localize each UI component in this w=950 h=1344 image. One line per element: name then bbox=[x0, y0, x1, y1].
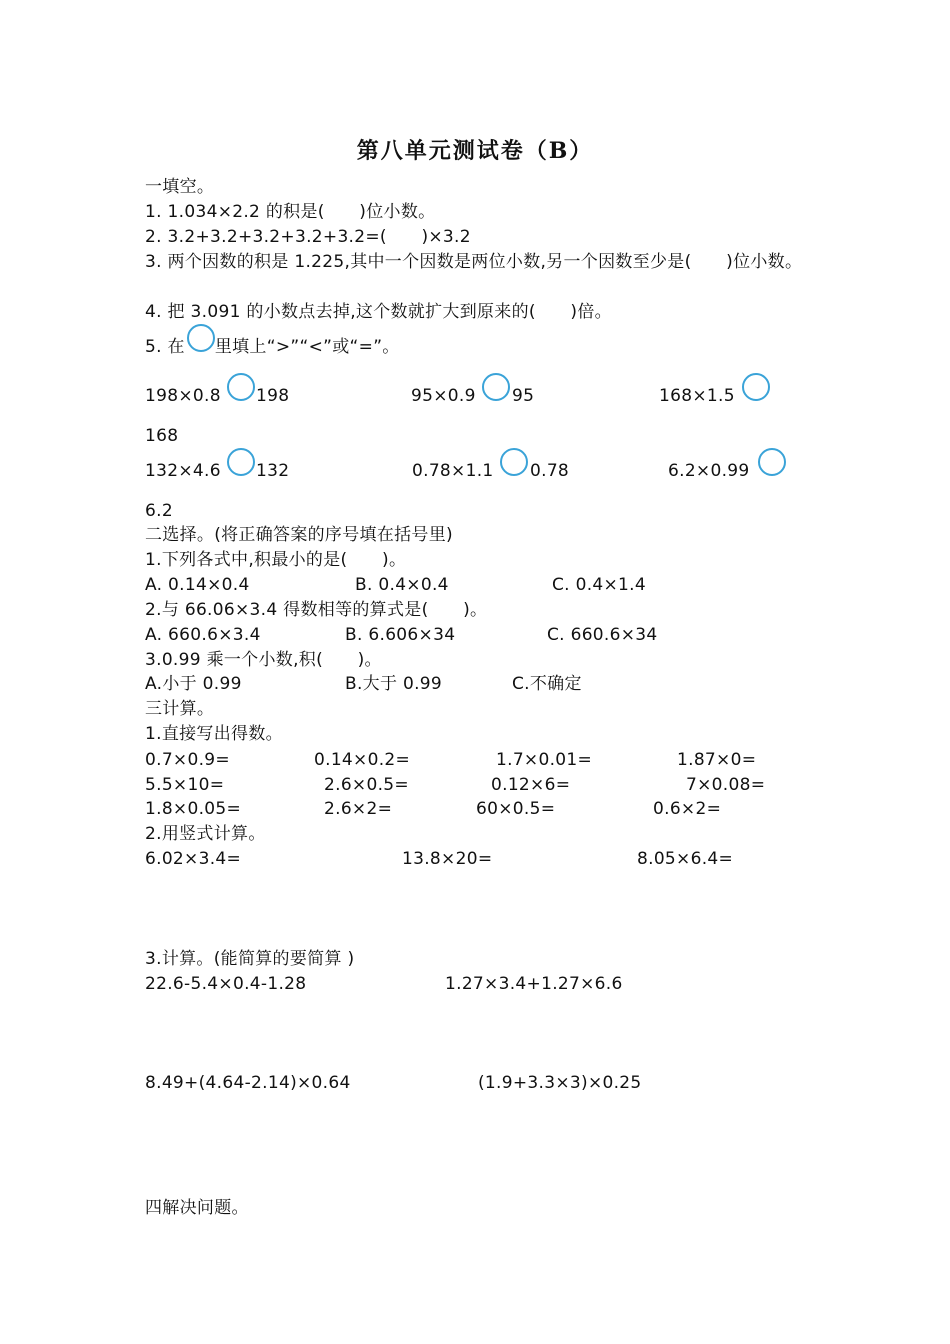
vertical-item: 8.05×6.4= bbox=[637, 849, 734, 869]
compare-circle[interactable] bbox=[742, 373, 770, 401]
compare-circle[interactable] bbox=[227, 448, 255, 476]
choice-option: C. 660.6×34 bbox=[547, 625, 658, 645]
compare-left: 95×0.9 bbox=[411, 386, 476, 406]
choice-option: B.大于 0.99 bbox=[345, 674, 443, 694]
calc-title: 3.计算。(能简算的要简算 ) bbox=[145, 949, 355, 969]
choice-question-2: 2.与 66.06×3.4 得数相等的算式是( )。 bbox=[145, 600, 488, 620]
oral-item: 0.6×2= bbox=[653, 799, 722, 819]
section-3-header: 三计算。 bbox=[145, 699, 215, 719]
choice-option: C. 0.4×1.4 bbox=[552, 575, 646, 595]
compare-left: 0.78×1.1 bbox=[412, 461, 494, 481]
compare-circle[interactable] bbox=[482, 373, 510, 401]
choice-question-3: 3.0.99 乘一个小数,积( )。 bbox=[145, 650, 382, 670]
blank-circle[interactable] bbox=[187, 324, 215, 352]
fill-question-5 bbox=[145, 336, 400, 358]
q5-suffix: 里填上“>”“<”或“=”。 bbox=[214, 337, 400, 357]
compare-circle[interactable] bbox=[500, 448, 528, 476]
choice-option: C.不确定 bbox=[512, 674, 582, 694]
choice-option: B. 0.4×0.4 bbox=[355, 575, 449, 595]
compare-circle[interactable] bbox=[227, 373, 255, 401]
page-title: 第八单元测试卷（B） bbox=[356, 138, 594, 164]
choice-option: B. 6.606×34 bbox=[345, 625, 456, 645]
q5-prefix: 5. 在 bbox=[145, 337, 185, 357]
compare-right: 0.78 bbox=[530, 461, 570, 481]
vertical-item: 13.8×20= bbox=[402, 849, 493, 869]
compare-left: 168×1.5 bbox=[659, 386, 735, 406]
fill-question-4: 4. 把 3.091 的小数点去掉,这个数就扩大到原来的( )倍。 bbox=[145, 302, 612, 322]
calc-item: 8.49+(4.64-2.14)×0.64 bbox=[145, 1073, 351, 1093]
oral-item: 0.14×0.2= bbox=[314, 750, 411, 770]
oral-item: 7×0.08= bbox=[686, 775, 766, 795]
compare-right: 95 bbox=[512, 386, 535, 406]
fill-question-3: 3. 两个因数的积是 1.225,其中一个因数是两位小数,另一个因数至少是( )位小数。 bbox=[145, 252, 803, 272]
choice-option: A.小于 0.99 bbox=[145, 674, 242, 694]
choice-question-1: 1.下列各式中,积最小的是( )。 bbox=[145, 550, 407, 570]
oral-item: 5.5×10= bbox=[145, 775, 225, 795]
compare-left: 132×4.6 bbox=[145, 461, 221, 481]
oral-item: 1.87×0= bbox=[677, 750, 757, 770]
vertical-calc-title: 2.用竖式计算。 bbox=[145, 824, 266, 844]
oral-item: 1.7×0.01= bbox=[496, 750, 593, 770]
choice-option: A. 0.14×0.4 bbox=[145, 575, 250, 595]
compare-circle[interactable] bbox=[758, 448, 786, 476]
section-2-header: 二选择。(将正确答案的序号填在括号里) bbox=[145, 525, 453, 545]
oral-calc-title: 1.直接写出得数。 bbox=[145, 724, 283, 744]
compare-left: 198×0.8 bbox=[145, 386, 221, 406]
section-1-header: 一填空。 bbox=[145, 177, 215, 197]
vertical-item: 6.02×3.4= bbox=[145, 849, 242, 869]
calc-item: 1.27×3.4+1.27×6.6 bbox=[445, 974, 623, 994]
fill-question-1: 1. 1.034×2.2 的积是( )位小数。 bbox=[145, 202, 436, 222]
oral-item: 2.6×2= bbox=[324, 799, 393, 819]
calc-item: (1.9+3.3×3)×0.25 bbox=[478, 1073, 642, 1093]
compare-right: 168 bbox=[145, 426, 179, 446]
oral-item: 1.8×0.05= bbox=[145, 799, 242, 819]
compare-right: 132 bbox=[256, 461, 290, 481]
oral-item: 0.12×6= bbox=[491, 775, 571, 795]
choice-option: A. 660.6×3.4 bbox=[145, 625, 261, 645]
section-4-header: 四解决问题。 bbox=[145, 1198, 249, 1218]
oral-item: 60×0.5= bbox=[476, 799, 556, 819]
compare-left: 6.2×0.99 bbox=[668, 461, 750, 481]
fill-question-2: 2. 3.2+3.2+3.2+3.2+3.2=( )×3.2 bbox=[145, 227, 471, 247]
compare-right: 6.2 bbox=[145, 501, 173, 521]
oral-item: 0.7×0.9= bbox=[145, 750, 230, 770]
compare-right: 198 bbox=[256, 386, 290, 406]
calc-item: 22.6-5.4×0.4-1.28 bbox=[145, 974, 307, 994]
oral-item: 2.6×0.5= bbox=[324, 775, 409, 795]
